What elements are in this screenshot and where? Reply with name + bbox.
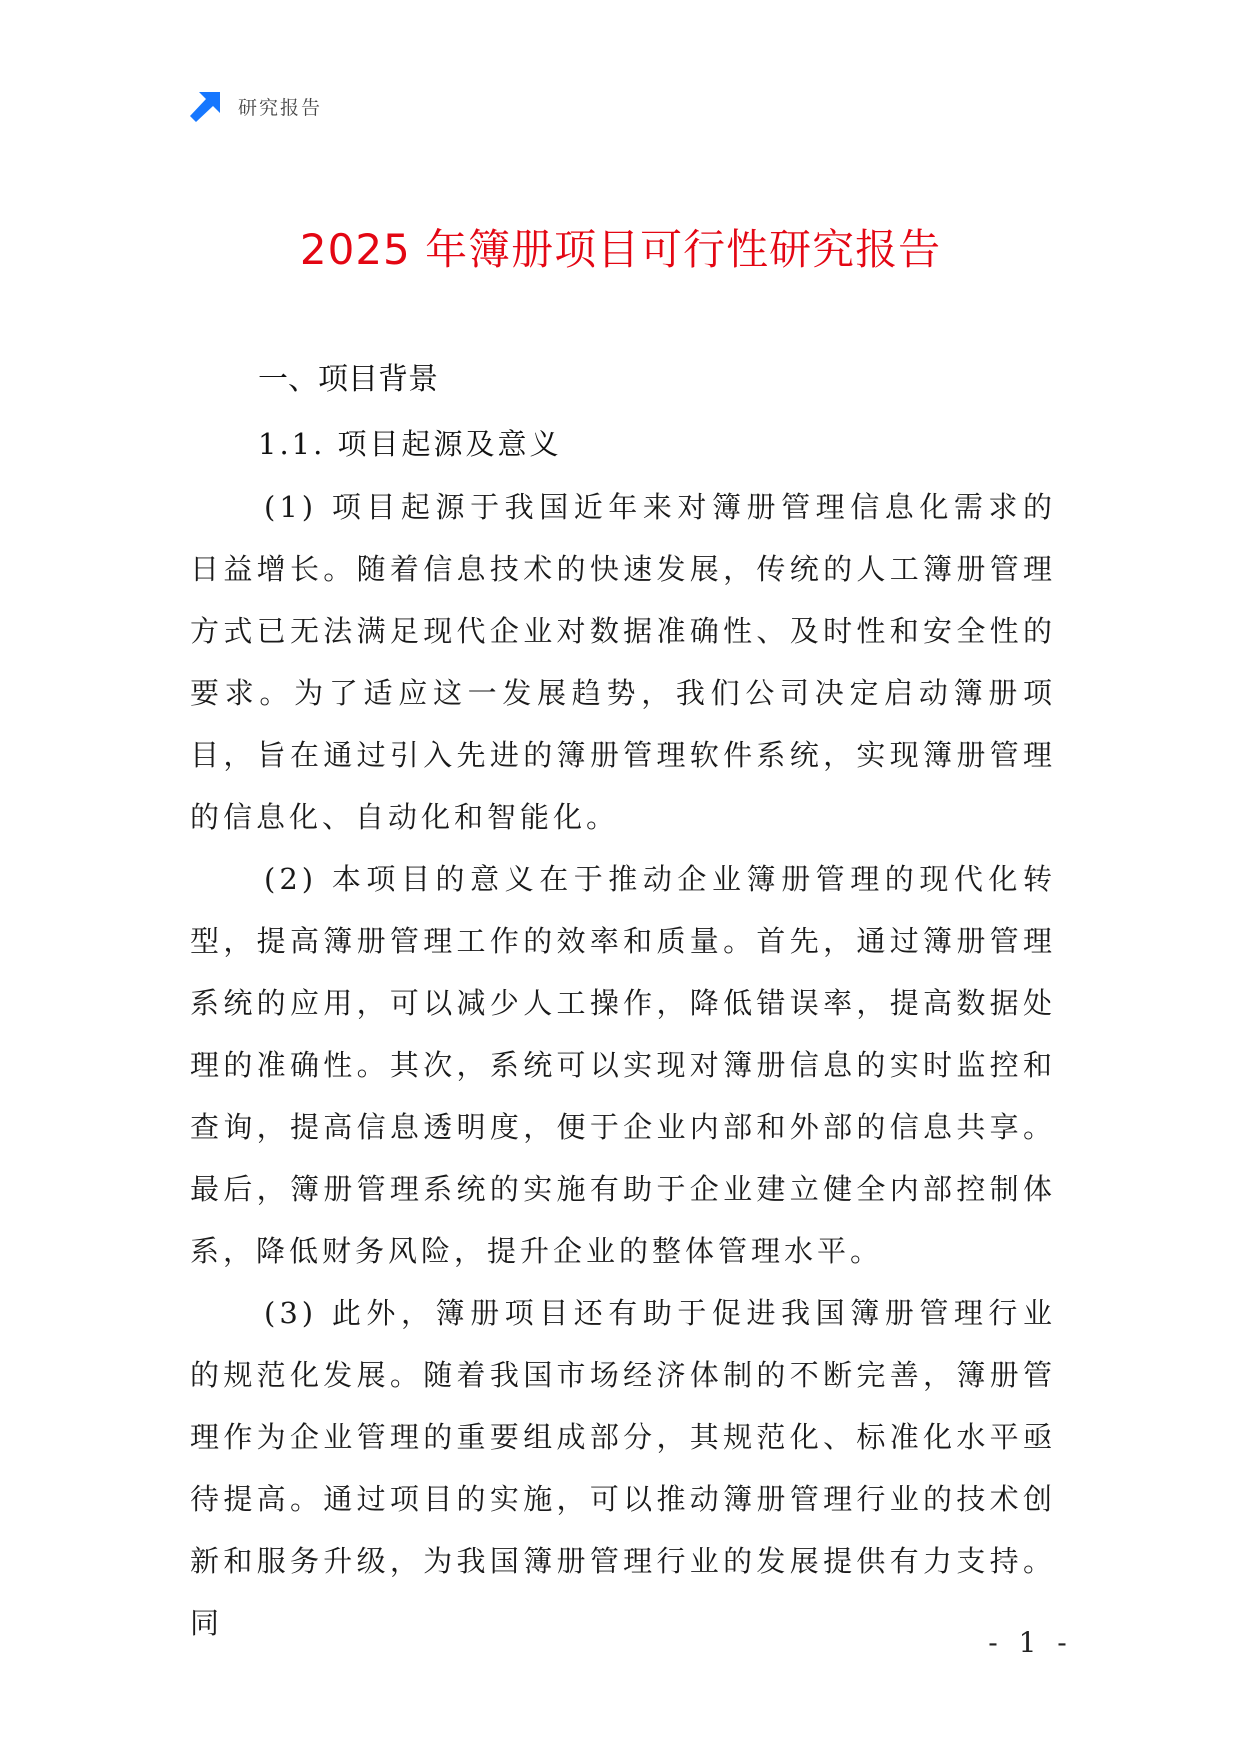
header-label: 研究报告 bbox=[238, 96, 323, 119]
page-number: - 1 - bbox=[988, 1626, 1073, 1659]
arrow-up-right-icon bbox=[190, 90, 222, 122]
section-heading: 一、项目背景 bbox=[258, 362, 438, 397]
document-title: 2025 年簿册项目可行性研究报告 bbox=[299, 225, 942, 274]
paragraph-2: (2) 本项目的意义在于推动企业簿册管理的现代化转型，提高簿册管理工作的效率和质量。首先，通过簿册管理系统的应用，可以减少人工操作，降低错误率，提高数据处理的准确性。其次，系统可以实现对簿册信息的实时监控和查询，提高信息透明度，便于企业内部和外部的信息共享。最后，簿册管理系统的实施有助于企业建立健全内部控制体系，降低财务风险，提升企业的整体管理水平。 bbox=[190, 862, 1056, 1268]
paragraph-1: (1) 项目起源于我国近年来对簿册管理信息化需求的日益增长。随着信息技术的快速发展，传统的人工簿册管理方式已无法满足现代企业对数据准确性、及时性和安全性的要求。为了适应这一发展趋势，我们公司决定启动簿册项目，旨在通过引入先进的簿册管理软件系统，实现簿册管理的信息化、自动化和智能化。 bbox=[190, 490, 1056, 834]
subsection-heading: 1.1. 项目起源及意义 bbox=[258, 427, 562, 461]
page-header bbox=[190, 90, 322, 122]
document-body bbox=[190, 476, 1056, 1654]
paragraph-3: (3) 此外，簿册项目还有助于促进我国簿册管理行业的规范化发展。随着我国市场经济体制的不断完善，簿册管理作为企业管理的重要组成部分，其规范化、标准化水平亟待提高。通过项目的实施，可以推动簿册管理行业的技术创新和服务升级，为我国簿册管理行业的发展提供有力支持。同 bbox=[190, 1296, 1056, 1640]
